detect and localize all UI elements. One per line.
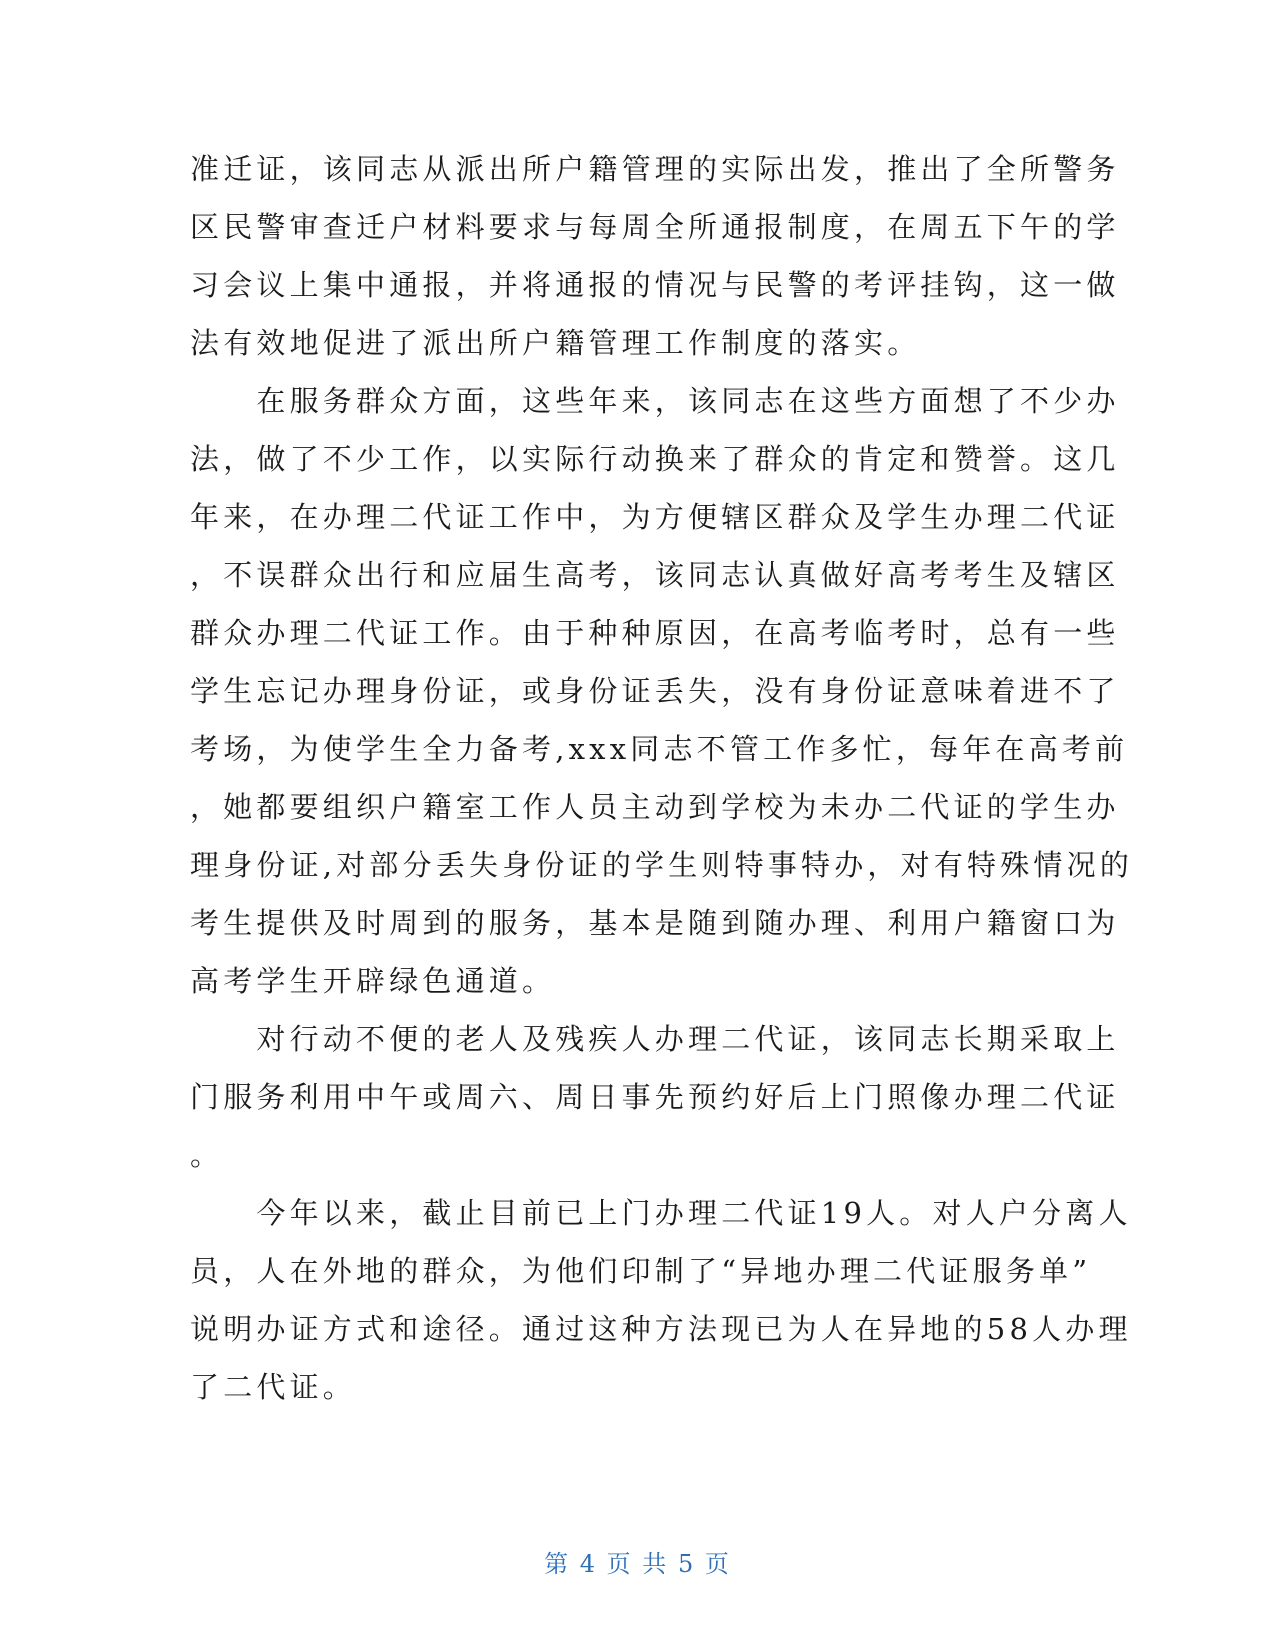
text-line: 高考学生开辟绿色通道。 [190,964,556,998]
text-line: ，不误群众出行和应届生高考，该同志认真做好高考考生及辖区 [190,558,1120,592]
text-line: 。 [190,1138,224,1172]
text-line: 门服务利用中午或周六、周日事先预约好后上门照像办理二代证 [190,1080,1120,1114]
text-line: 区民警审查迁户材料要求与每周全所通报制度，在周五下午的学 [190,210,1120,244]
text-line: 考生提供及时周到的服务，基本是随到随办理、利用户籍窗口为 [190,906,1120,940]
text-line: 在服务群众方面，这些年来，该同志在这些方面想了不少办 [190,384,1120,418]
document-body [190,140,1134,1416]
text-line: 准迁证，该同志从派出所户籍管理的实际出发，推出了全所警务 [190,152,1120,186]
text-line: 学生忘记办理身份证，或身份证丢失，没有身份证意味着进不了 [190,674,1120,708]
text-line: 了二代证。 [190,1370,357,1404]
text-line: 群众办理二代证工作。由于种种原因，在高考临考时，总有一些 [190,616,1120,650]
text-line: 说明办证方式和途径。通过这种方法现已为人在异地的58人办理 [190,1312,1132,1346]
text-line: ，她都要组织户籍室工作人员主动到学校为未办二代证的学生办 [190,790,1120,824]
text-line: 法，做了不少工作，以实际行动换来了群众的肯定和赞誉。这几 [190,442,1120,476]
text-line: 习会议上集中通报，并将通报的情况与民警的考评挂钩，这一做 [190,268,1120,302]
page-number-footer: 第 4 页 共 5 页 [544,1550,731,1578]
text-line: 考场，为使学生全力备考,xxx同志不管工作多忙，每年在高考前 [190,732,1129,766]
text-line: 员，人在外地的群众，为他们印制了“异地办理二代证服务单” [190,1254,1092,1288]
text-line: 法有效地促进了派出所户籍管理工作制度的落实。 [190,326,921,360]
text-line: 理身份证,对部分丢失身份证的学生则特事特办，对有特殊情况的 [190,848,1134,882]
text-line: 年来，在办理二代证工作中，为方便辖区群众及学生办理二代证 [190,500,1120,534]
text-line: 今年以来，截止目前已上门办理二代证19人。对人户分离人 [190,1196,1132,1230]
text-line: 对行动不便的老人及残疾人办理二代证，该同志长期采取上 [190,1022,1120,1056]
